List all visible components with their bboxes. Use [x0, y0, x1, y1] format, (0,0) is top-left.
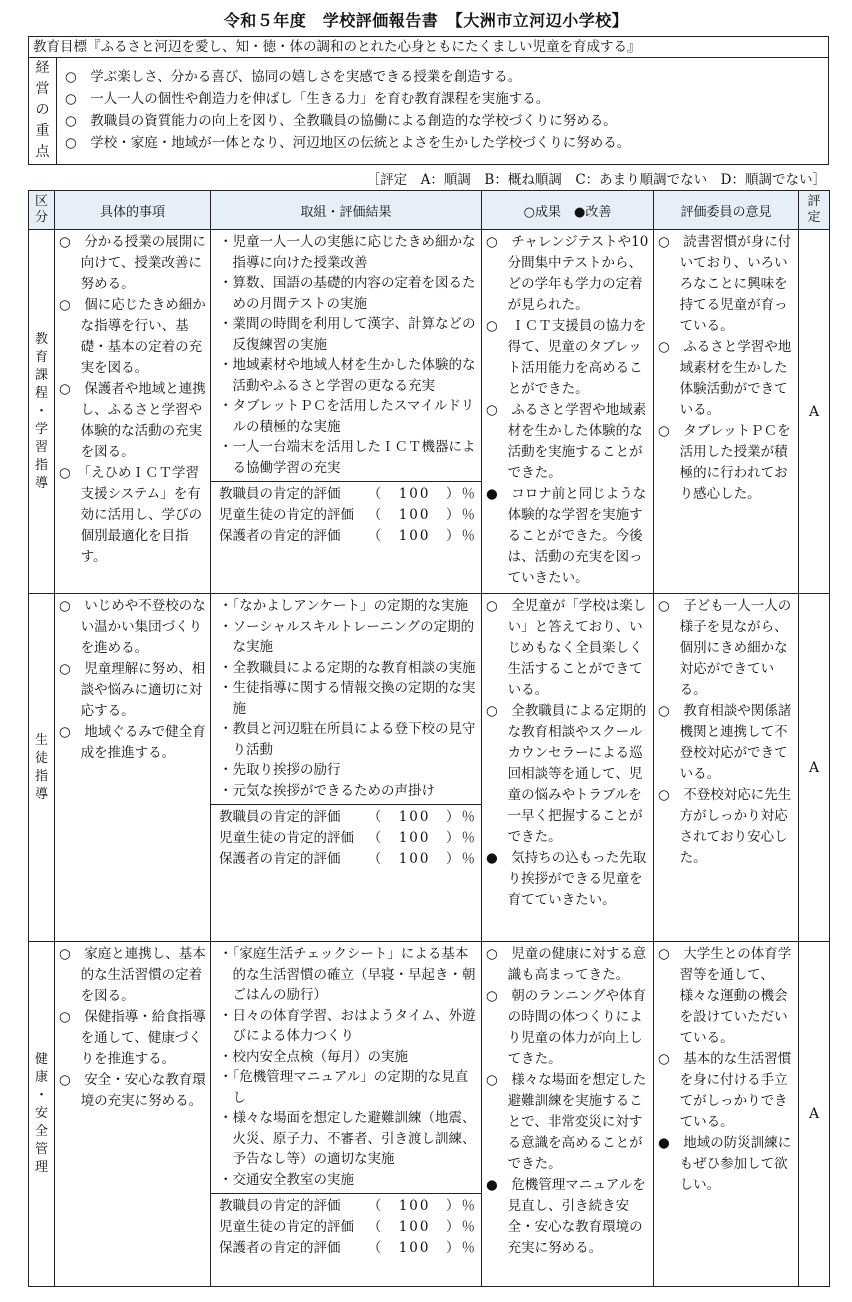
effort-item: ・生徒指導に関する情報交換の定期的な実施	[219, 680, 476, 717]
category-char: 管	[34, 1142, 48, 1157]
score-value: （ 100 ）％	[367, 528, 477, 544]
category-char: ・	[34, 1088, 48, 1103]
results-cell	[482, 942, 654, 1287]
committee-opinion-item: ○ 子ども一人一人の様子を見ながら、個別にきめ細かな対応ができている。	[658, 598, 792, 698]
section-row	[29, 942, 830, 1287]
section-rating: A	[799, 594, 830, 942]
table-header-row	[29, 191, 830, 230]
score-label: 児童生徒の肯定的評価	[219, 507, 354, 523]
score-row	[219, 505, 477, 526]
score-value: （ 100 ）％	[367, 1198, 477, 1214]
management-label-char: 経	[35, 60, 50, 76]
category-char: 程	[34, 385, 48, 401]
specific-item: ○ 家庭と連携し、基本的な生活習慣の定着を図る。	[59, 946, 206, 1004]
section-category	[29, 230, 55, 594]
score-value: （ 100 ）％	[367, 851, 477, 867]
category-char: 学	[34, 421, 48, 437]
result-item: ● 危機管理マニュアルを見直し、引き続き安全・安心な教育環境の充実に努める。	[486, 1177, 646, 1256]
score-row	[219, 1217, 477, 1238]
score-value: （ 100 ）％	[367, 809, 477, 825]
score-row	[219, 849, 477, 870]
category-char: 教	[34, 331, 48, 347]
result-item: ○ 朝のランニングや体育の時間の体つくりにより児童の体力が向上してきた。	[486, 988, 647, 1067]
result-item: ○ 全教職員による定期的な教育相談やスクールカウンセラーによる巡回相談等を通して、児童の悩みやトラブルを一早く把握することができた。	[486, 703, 647, 845]
score-row	[219, 1196, 477, 1217]
category-char: 徒	[34, 750, 48, 766]
specific-items-list	[55, 942, 210, 1114]
score-label: 教職員の肯定的評価	[219, 486, 341, 502]
committee-opinion-item: ○ 不登校対応に先生方がしっかり対応されており安心した。	[658, 787, 792, 866]
committee-opinion-list	[654, 942, 798, 1198]
category-char: 導	[34, 786, 48, 802]
efforts-list	[211, 942, 481, 1190]
score-row	[219, 526, 477, 547]
score-label: 保護者の肯定的評価	[219, 851, 341, 867]
effort-item: ・ソーシャルスキルトレーニングの定期的な実施	[219, 618, 475, 655]
header-kubun: 区分	[29, 191, 55, 230]
score-row	[219, 1238, 477, 1259]
results-cell	[482, 230, 654, 594]
category-char: 康	[34, 1070, 48, 1085]
effort-item: ・日々の体育学習、おはようタイム、外遊びによる体力つくり	[219, 1007, 476, 1044]
score-value: （ 100 ）％	[367, 830, 477, 846]
score-row	[219, 807, 477, 828]
results-list	[482, 230, 653, 591]
management-focus-list	[65, 66, 824, 154]
effort-item: ・校内安全点検（毎月）の実施	[219, 1048, 408, 1065]
score-row	[219, 484, 477, 505]
category-char: 育	[34, 349, 48, 365]
efforts-list	[211, 594, 481, 801]
education-goal: 教育目標『ふるさと河辺を愛し、知・徳・体の調和のとれた心身ともにたくましい児童を育成する』	[28, 36, 829, 58]
management-label-char: 営	[35, 81, 50, 97]
score-value: （ 100 ）％	[367, 1219, 477, 1235]
committee-opinion-item: ● 地域の防災訓練にもぜひ参加して欲しい。	[658, 1135, 792, 1193]
management-focus-box	[28, 57, 829, 165]
category-char: 指	[34, 768, 48, 784]
score-label: 児童生徒の肯定的評価	[219, 830, 354, 846]
effort-item: ・算数、国語の基礎的内容の定着を図るための月間テストの実施	[219, 275, 476, 312]
category-char: ・	[34, 403, 48, 419]
specific-items-cell	[55, 230, 211, 594]
effort-item: ・元気な挨拶ができるための声掛け	[219, 782, 435, 799]
result-item: ○ 児童の健康に対する意識も高まってきた。	[486, 946, 647, 983]
score-block	[211, 1193, 481, 1259]
score-label: 教職員の肯定的評価	[219, 809, 341, 825]
effort-item: ・「危機管理マニュアル」の定期的な見直し	[219, 1069, 469, 1106]
results-list	[482, 594, 653, 913]
effort-item: ・「なかよしアンケート」の定期的な実施	[219, 598, 468, 614]
score-row	[219, 828, 477, 849]
management-label-char: の	[35, 102, 50, 118]
section-category	[29, 942, 55, 1287]
section-category	[29, 594, 55, 942]
page-title: 令和５年度 学校評価報告書 【大洲市立河辺小学校】	[223, 11, 629, 30]
specific-item: ○ いじめや不登校のない温かい集団づくりを進める。	[59, 598, 206, 656]
rating-legend: ［評定 A：順調 B：概ね順調 C：あまり順調でない D：順調でない］	[366, 172, 826, 188]
specific-item: ○ 保護者や地域と連携し、ふるさと学習や体験的な活動の充実を図る。	[59, 381, 206, 460]
result-item: ● コロナ前と同じような体験的な学習を実施することができた。今後は、活動の充実を図っていきたい。	[486, 486, 647, 586]
score-label: 保護者の肯定的評価	[219, 528, 341, 544]
effort-item: ・地域素材や地域人材を生かした体験的な活動やふるさと学習の更なる充実	[219, 357, 476, 394]
management-item: ○ 学ぶ楽しさ、分かる喜び、協同の嬉しさを実感できる授業を創造する。	[65, 69, 522, 85]
efforts-cell	[211, 230, 482, 594]
committee-opinion-cell	[654, 594, 799, 942]
specific-item: ○ 児童理解に努め、相談や悩みに適切に対応する。	[59, 661, 206, 719]
specific-item: ○ 地域ぐるみで健全育成を推進する。	[59, 724, 206, 761]
header-torikumi: 取組・評価結果	[211, 191, 482, 230]
section-row	[29, 230, 830, 594]
section-rating: A	[799, 230, 830, 594]
management-item: ○ 一人一人の個性や創造力を伸ばし「生きる力」を育む教育課程を実施する。	[65, 91, 550, 107]
effort-item: ・全教職員による定期的な教育相談の実施	[219, 659, 476, 676]
category-char: 理	[34, 1160, 48, 1175]
specific-item: ○ 個に応じたきめ細かな指導を行い、基礎・基本の定着の充実を図る。	[59, 297, 206, 376]
score-label: 教職員の肯定的評価	[219, 1198, 341, 1214]
committee-opinion-item: ○ 大学生との体育学習等を通して、様々な運動の機会を設けていただいている。	[658, 946, 792, 1046]
management-label-char: 点	[35, 144, 50, 160]
effort-item: ・「家庭生活チェックシート」による基本的な生活習慣の確立（早寝・早起き・朝ごはんの励行）	[219, 946, 476, 1003]
score-value: （ 100 ）％	[367, 486, 477, 502]
effort-item: ・タブレットＰＣを活用したスマイルドリルの積極的な実施	[219, 398, 475, 435]
specific-items-cell	[55, 594, 211, 942]
specific-item: ○ 「えひめＩＣＴ学習支援システム」を有効に活用し、学びの個別最適化を目指す。	[59, 465, 203, 565]
result-item: ○ チャレンジテストや10分間集中テストから、どの学年も学力の定着が見られた。	[486, 234, 649, 313]
category-char: 課	[34, 367, 48, 383]
score-block	[211, 804, 481, 870]
header-iken: 評価委員の意見	[654, 191, 799, 230]
committee-opinion-cell	[654, 942, 799, 1287]
score-value: （ 100 ）％	[367, 1240, 477, 1256]
header-jikou: 具体的事項	[55, 191, 211, 230]
effort-item: ・交通安全教室の実施	[219, 1171, 354, 1188]
committee-opinion-item: ○ ふるさと学習や地域素材を生かした体験活動ができている。	[658, 339, 792, 418]
score-value: （ 100 ）％	[367, 507, 477, 523]
efforts-cell	[211, 942, 482, 1287]
result-item: ○ 様々な場面を想定した避難訓練を実施することで、非常変災に対する意識を高めることができた。	[486, 1072, 647, 1172]
committee-opinion-item: ○ 読書習慣が身に付いており、いろいろなことに興味を持てる児童が育っている。	[658, 234, 792, 334]
specific-item: ○ 保健指導・給食指導を通して、健康づくりを推進する。	[59, 1009, 206, 1067]
committee-opinion-item: ○ タブレットＰＣを活用した授業が積極的に行われており感心した。	[658, 423, 791, 502]
effort-item: ・先取り挨拶の励行	[219, 762, 341, 778]
category-char: 健	[34, 1052, 48, 1067]
score-label: 児童生徒の肯定的評価	[219, 1219, 354, 1235]
specific-items-list	[55, 594, 210, 766]
specific-items-cell	[55, 942, 211, 1287]
result-item: ● 気持ちの込もった先取り挨拶ができる児童を育てていきたい。	[486, 850, 647, 908]
management-item: ○ 教職員の資質能力の向上を図り、全教職員の協働による創造的な学校づくりに努める。	[65, 113, 617, 129]
management-label-char: 重	[35, 123, 50, 139]
section-rating: A	[799, 942, 830, 1287]
category-char: 指	[34, 457, 48, 473]
effort-item: ・教員と河辺駐在所員による登下校の見守り活動	[219, 721, 476, 758]
results-list	[482, 942, 653, 1261]
management-focus-label	[29, 57, 57, 164]
header-hyotei: 評定	[799, 191, 830, 230]
result-item: ○ ふるさと学習や地域素材を生かした体験的な活動を実施することができた。	[486, 402, 647, 481]
specific-item: ○ 安全・安心な教育環境の充実に努める。	[59, 1072, 206, 1109]
efforts-list	[211, 230, 481, 478]
committee-opinion-item: ○ 基本的な生活習慣を身に付ける手立てがしっかりできている。	[658, 1051, 792, 1130]
specific-item: ○ 分かる授業の展開に向けて、授業改善に努める。	[59, 234, 206, 292]
management-item: ○ 学校・家庭・地域が一体となり、河辺地区の伝統とよさを生かした学校づくりに努める。	[65, 135, 631, 151]
effort-item: ・児童一人一人の実態に応じたきめ細かな指導に向けた授業改善	[219, 234, 476, 271]
category-char: 生	[34, 732, 48, 748]
committee-opinion-item: ○ 教育相談や関係諸機関と連携して不登校対応ができている。	[658, 703, 792, 782]
score-label: 保護者の肯定的評価	[219, 1240, 341, 1256]
effort-item: ・一人一台端末を活用したＩＣＴ機器による協働学習の充実	[219, 439, 476, 476]
results-cell	[482, 594, 654, 942]
specific-items-list	[55, 230, 210, 570]
committee-opinion-list	[654, 230, 798, 507]
effort-item: ・業間の時間を利用して漢字、計算などの反復練習の実施	[219, 316, 476, 353]
result-item: ○ 全児童が「学校は楽しい」と答えており、いじめもなく全員楽しく生活することができている。	[486, 598, 647, 698]
efforts-cell	[211, 594, 482, 942]
score-block	[211, 481, 481, 547]
header-seika: ○成果 ●改善	[482, 191, 654, 230]
evaluation-table	[28, 190, 830, 1287]
category-char: 安	[34, 1106, 48, 1121]
category-char: 導	[34, 475, 48, 491]
category-char: 全	[34, 1124, 48, 1139]
category-char: 習	[34, 439, 48, 455]
committee-opinion-list	[654, 594, 798, 871]
section-row	[29, 594, 830, 942]
committee-opinion-cell	[654, 230, 799, 594]
effort-item: ・様々な場面を想定した避難訓練（地震、火災、原子力、不審者、引き渡し訓練、予告なし等）の適切な実施	[219, 1110, 476, 1167]
result-item: ○ ＩＣＴ支援員の協力を得て、児童のタブレット活用能力を高めることができた。	[486, 318, 647, 397]
